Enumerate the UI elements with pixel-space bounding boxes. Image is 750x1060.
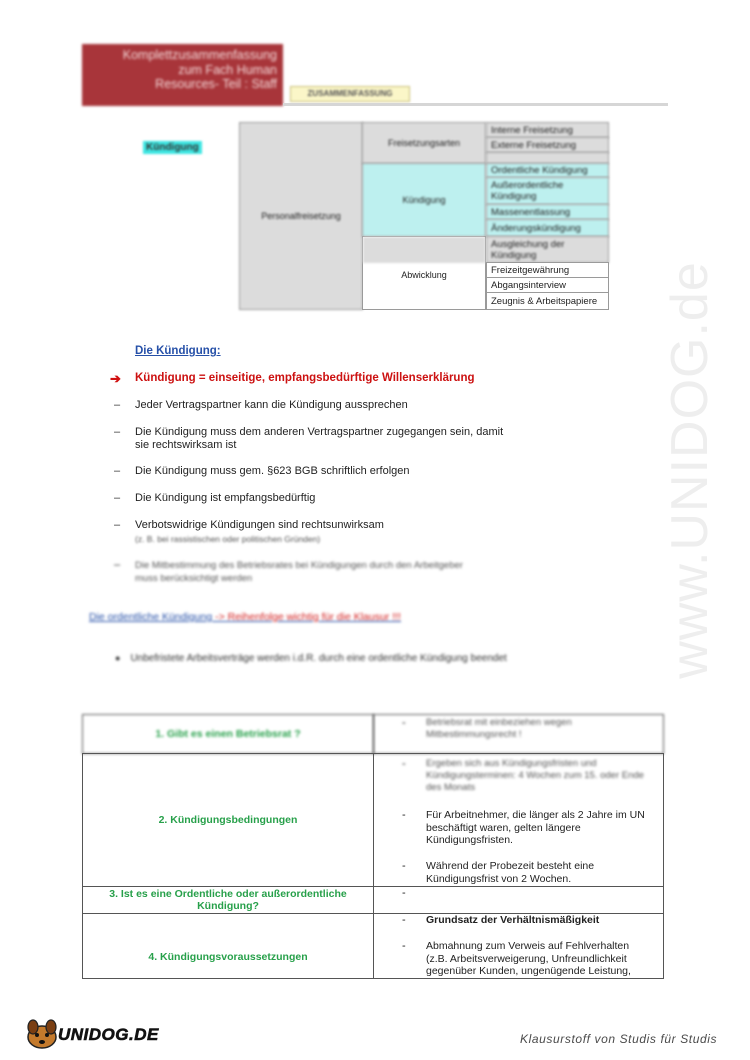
section-title-text: Die ordentliche Kündigung [89, 611, 213, 623]
dog-logo-icon [22, 1013, 62, 1051]
diagram-leaf [486, 137, 609, 153]
leaf-label: Abgangsinterview [491, 279, 566, 291]
leaf-label: Ausgleichung der Kündigung [491, 238, 565, 261]
table-cell-content [373, 753, 664, 887]
title-line: Resources- Teil : Staff [155, 77, 277, 91]
diagram-group-label: Abwicklung [401, 270, 447, 280]
diagram-group-label: Kündigung [402, 195, 446, 205]
dash-marker: - [402, 914, 406, 926]
leaf-label: Interne Freisetzung [491, 124, 573, 136]
cell-item: Für Arbeitnehmer, die länger als 2 Jahre im UN beschäftigt waren, gelten längere Kündigungsfristen. [426, 809, 645, 846]
dash-marker: - [402, 887, 406, 899]
diagram-leaf [486, 122, 609, 138]
leaf-label: Außerordentliche Kündigung [491, 180, 564, 202]
cell-item: Betriebsrat mit einbeziehen wegen Mitbestimmungsrecht ! [426, 717, 572, 740]
table-cell-label [82, 753, 374, 887]
title-line: Komplettzusammenfassung [122, 48, 277, 62]
document-title-box [82, 44, 283, 106]
footer-slogan: Klausurstoff von Studis für Studis [520, 1032, 718, 1046]
bullet-text: Die Kündigung muss gem. §623 BGB schriftlich erfolgen [135, 465, 410, 477]
dash-marker: - [402, 717, 406, 729]
table-cell-label [82, 913, 374, 979]
bullet-text: Die Mitbestimmung des Betriebsrates bei Kündigungen durch den Arbeitgeber muss berücksichtigt werden [135, 560, 463, 584]
cell-label-text: 4. Kündigungsvoraussetzungen [148, 950, 308, 963]
table-cell-content [373, 886, 664, 914]
arrow-right-icon: ➔ [110, 371, 121, 386]
dash-marker: - [402, 940, 406, 952]
cell-label-text: 2. Kündigungsbedingungen [158, 813, 298, 826]
diagram-leaf [486, 177, 609, 205]
leaf-label: Zeugnis & Arbeitspapiere [491, 295, 598, 307]
diagram-leaf [486, 204, 609, 220]
header-tag: ZUSAMMENFASSUNG [290, 86, 410, 102]
cell-item: Ergeben sich aus Kündigungsfristen und Kündigungsterminen: 4 Wochen zum 15. oder Ende des Monats [426, 758, 644, 793]
dash-marker: – [114, 559, 121, 571]
diagram-leaf [486, 292, 609, 310]
diagram-leaf [486, 236, 609, 263]
diagram-leaf [486, 277, 609, 293]
bullet-text: Die Kündigung ist empfangsbedürftig [135, 492, 316, 504]
bullet-text: Unbefristete Arbeitsverträge werden i.d.R. durch eine ordentliche Kündigung beendet [130, 653, 507, 664]
dash-marker: – [114, 519, 121, 531]
table-cell-label [82, 714, 374, 754]
leaf-label: Externe Freisetzung [491, 139, 577, 151]
diagram-blur-overlay [363, 237, 485, 263]
dash-marker: - [402, 860, 406, 872]
diagram-root [239, 122, 363, 310]
dash-marker: – [114, 492, 121, 504]
bullet-text: Verbotswidrige Kündigungen sind rechtsunwirksam [135, 519, 384, 531]
dash-marker: - [402, 758, 406, 770]
cell-label-text: 1. Gibt es einen Betriebsrat ? [155, 727, 301, 740]
table-cell-label [82, 886, 374, 914]
watermark: www.UNIDOG.de [661, 261, 719, 679]
bullet-text: Jeder Vertragspartner kann die Kündigung aussprechen [135, 399, 408, 411]
section-title-ordentliche [89, 611, 401, 623]
dash-marker: – [114, 426, 121, 438]
diagram-group [362, 163, 486, 237]
leaf-label: Ordentliche Kündigung [491, 165, 588, 176]
cell-item: Während der Probezeit besteht eine Kündigungsfrist von 2 Wochen. [426, 860, 595, 885]
section-title: Die Kündigung: [135, 345, 221, 357]
table-cell-content [373, 714, 664, 754]
dash-marker: – [114, 465, 121, 477]
dash-marker: - [402, 809, 406, 821]
cell-label-text: 3. Ist es eine Ordentliche oder außerordentliche Kündigung? [109, 887, 347, 912]
leaf-label: Freizeitgewährung [491, 264, 570, 276]
diagram-leaf [486, 163, 609, 178]
title-line: zum Fach Human [178, 62, 277, 77]
diagram-label: Kündigung [143, 141, 202, 154]
diagram-group-label: Freisetzungsarten [387, 138, 461, 148]
cell-item: Grundsatz der Verhältnismäßigkeit [426, 914, 600, 926]
bullet-note: (z. B. bei rassistischen oder politischen Gründen) [135, 534, 321, 544]
bullet-text: Die Kündigung muss dem anderen Vertragspartner zugegangen sein, damit sie rechtswirksam ist [135, 426, 504, 451]
cell-item: Abmahnung zum Verweis auf Fehlverhalten (z.B. Arbeitsverweigerung, Unfreundlichkeit gegenüber Kunden, ungenügende Leistung, [426, 940, 631, 977]
bullet-dot-icon: ● [115, 653, 121, 663]
table-cell-content [373, 913, 664, 979]
definition-highlight: Kündigung = einseitige, empfangsbedürftige Willenserklärung [135, 372, 475, 384]
dash-marker: – [114, 399, 121, 411]
diagram-root-label: Personalfreisetzung [261, 211, 341, 221]
diagram-leaf [486, 219, 609, 237]
diagram-group [362, 122, 486, 164]
header-divider [283, 103, 668, 106]
section-title-suffix: -> Reihenfolge wichtig für die Klausur !!! [212, 611, 401, 623]
leaf-label: Massenentlassung [491, 206, 571, 218]
bullet-item [115, 653, 507, 664]
leaf-label: Änderungskündigung [491, 222, 581, 234]
logo-text: UNIDOG.DE [58, 1025, 159, 1044]
diagram-leaf [486, 262, 609, 278]
